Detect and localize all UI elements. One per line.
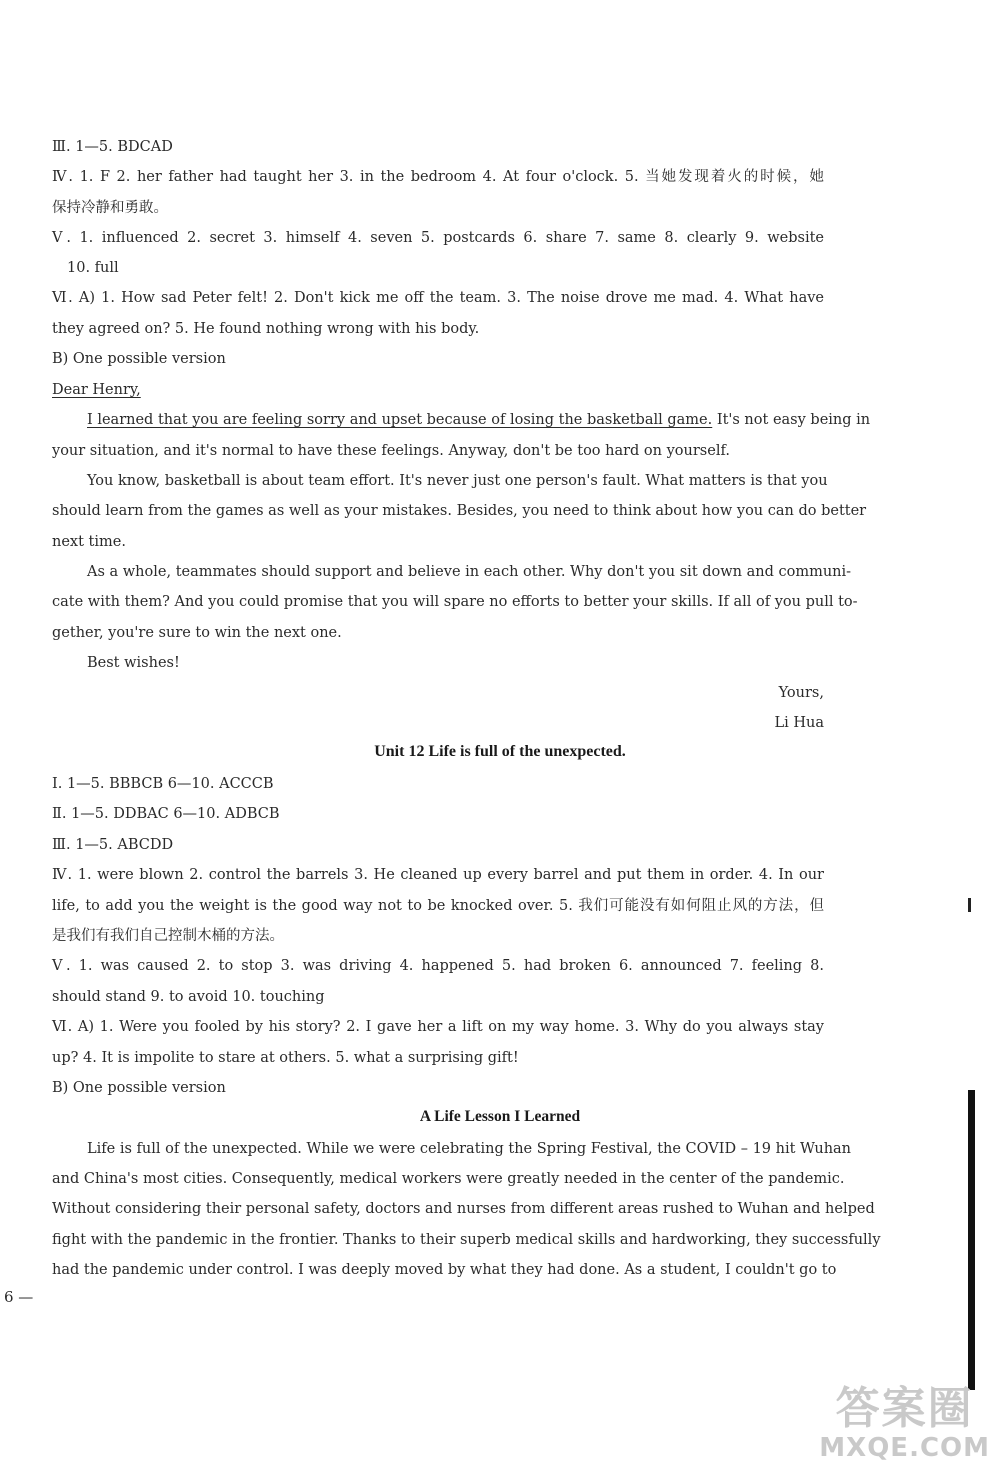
unit12-line-VI-A: Ⅵ. A) 1. Were you fooled by his story? 2. I gave her a lift on my way home. 3. Why do you always stay <box>52 1019 824 1035</box>
unit12-line-IV: Ⅳ. 1. were blown 2. control the barrels 3. He cleaned up every barrel and put them in order. 4. In our <box>52 867 824 883</box>
letter-sign-yours: Yours, <box>778 685 824 701</box>
watermark-bottom-text: MXQE.COM <box>819 1433 990 1463</box>
unit12-line-VI-B: B) One possible version <box>52 1080 226 1096</box>
letter-sentence-tail: It's not easy being in <box>712 412 871 428</box>
answer-line-VI-A: Ⅵ. A) 1. How sad Peter felt! 2. Don't kick me off the team. 3. The noise drove me mad. 4. What have <box>52 290 824 306</box>
unit12-line-I: Ⅰ. 1—5. BBBCB 6—10. ACCCB <box>52 776 274 792</box>
unit12-line-IV-cont: life, to add you the weight is the good way not to be knocked over. 5. 我们可能没有如何阻止风的方法，但 <box>52 898 824 914</box>
answer-line-V: Ⅴ. 1. influenced 2. secret 3. himself 4. seven 5. postcards 6. share 7. same 8. clearly 9. website <box>52 230 824 246</box>
answer-line-VI-B: B) One possible version <box>52 351 226 367</box>
watermark-logo <box>819 1385 990 1463</box>
letter-paragraph-2-line-1: You know, basketball is about team effort. It's never just one person's fault. What matters is that you <box>87 473 828 489</box>
unit12-line-V: Ⅴ. 1. was caused 2. to stop 3. was driving 4. happened 5. had broken 6. announced 7. feeling 8. <box>52 958 824 974</box>
letter-paragraph-3-line-2: cate with them? And you could promise that you will spare no efforts to better your skills. If all of you pull to- <box>52 594 858 610</box>
unit12-line-V-cont: should stand 9. to avoid 10. touching <box>52 989 325 1005</box>
page-number: 6 — <box>4 1288 34 1306</box>
letter-sign-name: Li Hua <box>774 715 824 731</box>
letter-salutation: Dear Henry, <box>52 382 141 398</box>
answer-line-III: Ⅲ. 1—5. BDCAD <box>52 139 173 155</box>
unit12-line-II: Ⅱ. 1—5. DDBAC 6—10. ADBCB <box>52 806 280 822</box>
essay-line-5: had the pandemic under control. I was deeply moved by what they had done. As a student, I couldn't go to <box>52 1262 837 1278</box>
binding-mark <box>968 898 971 912</box>
binding-edge <box>968 1090 975 1390</box>
essay-line-3: Without considering their personal safety, doctors and nurses from different areas rushed to Wuhan and helped <box>52 1201 875 1217</box>
unit12-line-IV-cont2: 是我们有我们自己控制木桶的方法。 <box>52 928 284 944</box>
letter-underlined-sentence: I learned that you are feeling sorry and upset because of losing the basketball game. <box>87 412 713 428</box>
answer-line-IV-cont: 保持冷静和勇敢。 <box>52 200 168 216</box>
watermark-top-text: 答案圈 <box>835 1383 974 1434</box>
letter-paragraph-3-line-1: As a whole, teammates should support and believe in each other. Why don't you sit down and communi- <box>87 564 852 580</box>
letter-paragraph-1-line-1 <box>87 410 871 430</box>
essay-line-2: and China's most cities. Consequently, medical workers were greatly needed in the center of the pandemic. <box>52 1171 845 1187</box>
unit12-line-III: Ⅲ. 1—5. ABCDD <box>52 837 174 853</box>
answer-line-VI-A-cont: they agreed on? 5. He found nothing wrong with his body. <box>52 321 480 337</box>
letter-paragraph-1-line-2: your situation, and it's normal to have these feelings. Anyway, don't be too hard on yourself. <box>52 443 730 459</box>
letter-paragraph-2-line-2: should learn from the games as well as your mistakes. Besides, you need to think about how you can do better <box>52 503 867 519</box>
unit-12-title: Unit 12 Life is full of the unexpected. <box>374 743 626 760</box>
letter-paragraph-2-line-3: next time. <box>52 534 126 550</box>
essay-line-1: Life is full of the unexpected. While we were celebrating the Spring Festival, the COVID – 19 hit Wuhan <box>87 1141 852 1157</box>
letter-paragraph-3-line-3: gether, you're sure to win the next one. <box>52 625 342 641</box>
essay-line-4: fight with the pandemic in the frontier. Thanks to their superb medical skills and hardworking, they successfully <box>52 1232 881 1248</box>
answer-line-V-cont: 10. full <box>67 260 119 276</box>
letter-closing: Best wishes! <box>87 655 180 671</box>
unit12-line-VI-A-cont: up? 4. It is impolite to stare at others. 5. what a surprising gift! <box>52 1050 519 1066</box>
answer-line-IV: Ⅳ. 1. F 2. her father had taught her 3. in the bedroom 4. At four o'clock. 5. 当她发现着火的时候，她 <box>52 169 824 185</box>
essay-title: A Life Lesson I Learned <box>419 1108 581 1125</box>
